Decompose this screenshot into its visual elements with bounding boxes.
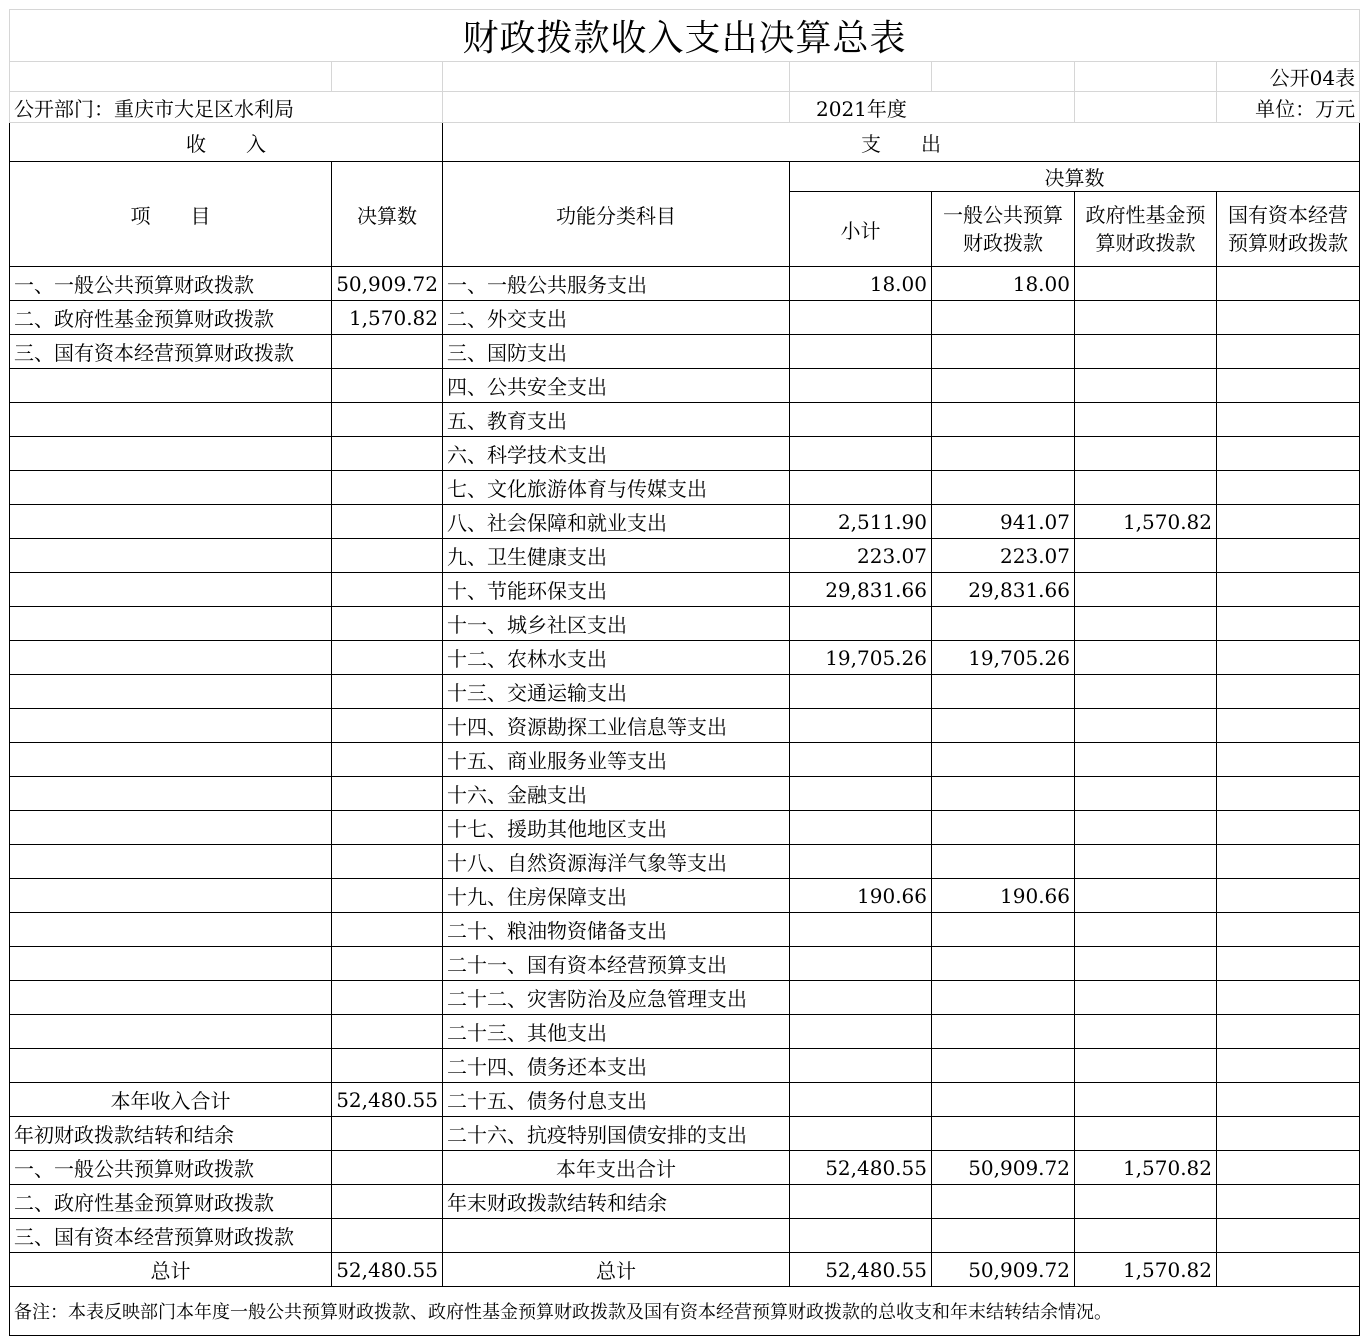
- income-amount-cell: [332, 335, 443, 369]
- expense-gov-fund-cell: [1075, 369, 1217, 403]
- income-amount-cell: [332, 573, 443, 607]
- expense-subtotal-cell: 18.00: [790, 267, 932, 301]
- expense-general-budget-cell: [932, 1219, 1075, 1253]
- income-item-cell: [10, 539, 332, 573]
- gov-fund-header: 政府性基金预算财政拨款: [1075, 192, 1217, 267]
- expense-gov-fund-cell: [1075, 811, 1217, 845]
- unit-label: 单位：万元: [1217, 92, 1360, 123]
- expense-item-cell: 年末财政拨款结转和结余: [443, 1185, 790, 1219]
- expense-subtotal-cell: [790, 437, 932, 471]
- expense-state-capital-cell: [1217, 505, 1360, 539]
- expense-subtotal-cell: 19,705.26: [790, 641, 932, 675]
- expense-subtotal-cell: [790, 913, 932, 947]
- income-amount-cell: 52,480.55: [332, 1253, 443, 1287]
- expense-gov-fund-cell: [1075, 403, 1217, 437]
- expense-state-capital-cell: [1217, 1015, 1360, 1049]
- expense-item-cell: 五、教育支出: [443, 403, 790, 437]
- income-amount-cell: [332, 539, 443, 573]
- income-amount-cell: [332, 607, 443, 641]
- expense-subtotal-cell: [790, 981, 932, 1015]
- expense-state-capital-cell: [1217, 539, 1360, 573]
- fiscal-year: 2021年度: [790, 92, 1075, 123]
- expense-state-capital-cell: [1217, 1049, 1360, 1083]
- income-item-cell: [10, 437, 332, 471]
- table-row: [10, 845, 1360, 879]
- income-item-cell: [10, 743, 332, 777]
- expense-subtotal-cell: [790, 1185, 932, 1219]
- income-amount-cell: [332, 403, 443, 437]
- expense-gov-fund-cell: [1075, 471, 1217, 505]
- table-row: [10, 811, 1360, 845]
- income-amount-cell: [332, 471, 443, 505]
- income-item-cell: [10, 607, 332, 641]
- expense-subtotal-cell: [790, 607, 932, 641]
- expense-subtotal-cell: [790, 845, 932, 879]
- final-accounts-sheet: [9, 9, 1359, 1336]
- table-row: [10, 641, 1360, 675]
- table-row: [10, 573, 1360, 607]
- expense-general-budget-cell: 941.07: [932, 505, 1075, 539]
- income-amount-cell: [332, 505, 443, 539]
- income-item-cell: [10, 913, 332, 947]
- expense-gov-fund-cell: [1075, 675, 1217, 709]
- income-item-cell: [10, 1015, 332, 1049]
- expense-state-capital-cell: [1217, 573, 1360, 607]
- expense-general-budget-cell: [932, 1083, 1075, 1117]
- data-rows: [10, 267, 1360, 1287]
- income-amount-cell: [332, 811, 443, 845]
- expense-gov-fund-cell: [1075, 709, 1217, 743]
- expense-subtotal-cell: [790, 1083, 932, 1117]
- expense-gov-fund-cell: 1,570.82: [1075, 1151, 1217, 1185]
- income-amount-cell: [332, 947, 443, 981]
- expense-subtotal-cell: 223.07: [790, 539, 932, 573]
- expense-general-budget-cell: [932, 811, 1075, 845]
- expense-item-cell: 一、一般公共服务支出: [443, 267, 790, 301]
- expense-subtotal-cell: [790, 709, 932, 743]
- expense-general-budget-cell: 50,909.72: [932, 1253, 1075, 1287]
- income-item-cell: [10, 641, 332, 675]
- income-item-cell: [10, 369, 332, 403]
- expense-item-cell: 本年支出合计: [443, 1151, 790, 1185]
- income-item-cell: [10, 573, 332, 607]
- expense-general-budget-cell: [932, 1117, 1075, 1151]
- expense-state-capital-cell: [1217, 777, 1360, 811]
- income-item-cell: [10, 845, 332, 879]
- expense-item-cell: 三、国防支出: [443, 335, 790, 369]
- expense-gov-fund-cell: [1075, 1185, 1217, 1219]
- expense-general-budget-cell: [932, 301, 1075, 335]
- expense-item-cell: 二十四、债务还本支出: [443, 1049, 790, 1083]
- expense-subtotal-cell: [790, 1015, 932, 1049]
- expense-general-budget-cell: [932, 913, 1075, 947]
- table-row: [10, 1151, 1360, 1185]
- income-amount-cell: [332, 709, 443, 743]
- table-row: [10, 1015, 1360, 1049]
- income-item-cell: 二、政府性基金预算财政拨款: [10, 301, 332, 335]
- expense-item-cell: 二十五、债务付息支出: [443, 1083, 790, 1117]
- expense-item-cell: 二十二、灾害防治及应急管理支出: [443, 981, 790, 1015]
- expense-state-capital-cell: [1217, 1117, 1360, 1151]
- expense-general-budget-cell: [932, 437, 1075, 471]
- table-row: [10, 947, 1360, 981]
- expense-state-capital-cell: [1217, 1083, 1360, 1117]
- table-row: [10, 1117, 1360, 1151]
- expense-item-cell: 十七、援助其他地区支出: [443, 811, 790, 845]
- expense-subtotal-cell: 2,511.90: [790, 505, 932, 539]
- expense-gov-fund-cell: [1075, 879, 1217, 913]
- expense-subtotal-cell: [790, 947, 932, 981]
- expense-general-budget-cell: 29,831.66: [932, 573, 1075, 607]
- report-title: 财政拨款收入支出决算总表: [10, 10, 1360, 62]
- expense-item-cell: 二十三、其他支出: [443, 1015, 790, 1049]
- expense-general-budget-cell: 50,909.72: [932, 1151, 1075, 1185]
- expense-gov-fund-cell: [1075, 607, 1217, 641]
- expense-state-capital-cell: [1217, 879, 1360, 913]
- function-category-header: 功能分类科目: [443, 162, 790, 267]
- expense-subtotal-cell: [790, 403, 932, 437]
- expense-item-cell: 四、公共安全支出: [443, 369, 790, 403]
- expense-state-capital-cell: [1217, 1253, 1360, 1287]
- table-row: [10, 879, 1360, 913]
- expense-item-cell: 九、卫生健康支出: [443, 539, 790, 573]
- expense-general-budget-cell: [932, 607, 1075, 641]
- expense-state-capital-cell: [1217, 675, 1360, 709]
- expense-gov-fund-cell: [1075, 777, 1217, 811]
- income-item-cell: [10, 879, 332, 913]
- table-row: [10, 267, 1360, 301]
- expense-subtotal-cell: [790, 743, 932, 777]
- expense-item-cell: 十五、商业服务业等支出: [443, 743, 790, 777]
- expense-gov-fund-cell: [1075, 1219, 1217, 1253]
- expense-subtotal-cell: [790, 811, 932, 845]
- item-header: 项 目: [10, 162, 332, 267]
- expense-general-budget-cell: [932, 675, 1075, 709]
- expense-state-capital-cell: [1217, 607, 1360, 641]
- table-row: [10, 1253, 1360, 1287]
- income-item-cell: [10, 675, 332, 709]
- income-item-cell: [10, 471, 332, 505]
- expense-item-cell: 六、科学技术支出: [443, 437, 790, 471]
- expense-general-budget-cell: [932, 1049, 1075, 1083]
- expense-subtotal-cell: 29,831.66: [790, 573, 932, 607]
- expense-subtotal-cell: 52,480.55: [790, 1151, 932, 1185]
- expense-item-cell: 七、文化旅游体育与传媒支出: [443, 471, 790, 505]
- expense-gov-fund-cell: [1075, 1083, 1217, 1117]
- income-item-cell: 三、国有资本经营预算财政拨款: [10, 1219, 332, 1253]
- expense-subtotal-cell: [790, 1219, 932, 1253]
- income-amount-cell: 1,570.82: [332, 301, 443, 335]
- table-row: [10, 539, 1360, 573]
- expense-state-capital-cell: [1217, 743, 1360, 777]
- expense-general-budget-cell: [932, 845, 1075, 879]
- expense-state-capital-cell: [1217, 641, 1360, 675]
- income-amount-cell: [332, 675, 443, 709]
- expense-gov-fund-cell: [1075, 1049, 1217, 1083]
- income-amount-cell: [332, 641, 443, 675]
- expense-state-capital-cell: [1217, 845, 1360, 879]
- expense-state-capital-cell: [1217, 947, 1360, 981]
- income-item-cell: 本年收入合计: [10, 1083, 332, 1117]
- expense-subtotal-cell: [790, 1117, 932, 1151]
- expense-item-cell: 十、节能环保支出: [443, 573, 790, 607]
- expense-gov-fund-cell: 1,570.82: [1075, 505, 1217, 539]
- expense-state-capital-cell: [1217, 301, 1360, 335]
- table-row: [10, 981, 1360, 1015]
- table-row: [10, 1185, 1360, 1219]
- expense-item-cell: 十九、住房保障支出: [443, 879, 790, 913]
- expense-gov-fund-cell: 1,570.82: [1075, 1253, 1217, 1287]
- income-amount-cell: [332, 913, 443, 947]
- expense-general-budget-cell: [932, 777, 1075, 811]
- expense-gov-fund-cell: [1075, 845, 1217, 879]
- table-row: [10, 709, 1360, 743]
- income-item-cell: [10, 1049, 332, 1083]
- income-item-cell: [10, 777, 332, 811]
- expense-gov-fund-cell: [1075, 437, 1217, 471]
- income-amount-cell: [332, 1117, 443, 1151]
- expense-subtotal-cell: [790, 471, 932, 505]
- footnote: 备注：本表反映部门本年度一般公共预算财政拨款、政府性基金预算财政拨款及国有资本经营预算财政拨款的总收支和年末结转结余情况。: [10, 1287, 1360, 1336]
- income-amount-cell: [332, 1151, 443, 1185]
- expense-subtotal-cell: [790, 369, 932, 403]
- general-budget-header: 一般公共预算财政拨款: [932, 192, 1075, 267]
- expense-general-budget-cell: [932, 981, 1075, 1015]
- expense-general-budget-cell: [932, 947, 1075, 981]
- table-row: [10, 301, 1360, 335]
- income-item-cell: 三、国有资本经营预算财政拨款: [10, 335, 332, 369]
- income-item-cell: 一、一般公共预算财政拨款: [10, 267, 332, 301]
- expense-subtotal-cell: 190.66: [790, 879, 932, 913]
- expense-state-capital-cell: [1217, 811, 1360, 845]
- table-row: [10, 403, 1360, 437]
- income-item-cell: [10, 709, 332, 743]
- expense-state-capital-cell: [1217, 1151, 1360, 1185]
- expense-gov-fund-cell: [1075, 743, 1217, 777]
- income-item-cell: 总计: [10, 1253, 332, 1287]
- department-label: 公开部门：重庆市大足区水利局: [10, 92, 443, 123]
- expense-state-capital-cell: [1217, 437, 1360, 471]
- expense-item-cell: 二十一、国有资本经营预算支出: [443, 947, 790, 981]
- table-row: [10, 1049, 1360, 1083]
- expense-general-budget-cell: 19,705.26: [932, 641, 1075, 675]
- expense-state-capital-cell: [1217, 403, 1360, 437]
- income-header: 收 入: [10, 123, 443, 162]
- expense-subtotal-cell: [790, 1049, 932, 1083]
- expense-item-cell: 十八、自然资源海洋气象等支出: [443, 845, 790, 879]
- expense-state-capital-cell: [1217, 369, 1360, 403]
- expense-state-capital-cell: [1217, 913, 1360, 947]
- expense-state-capital-cell: [1217, 981, 1360, 1015]
- expense-gov-fund-cell: [1075, 301, 1217, 335]
- income-amount-cell: [332, 1185, 443, 1219]
- expense-general-budget-cell: 190.66: [932, 879, 1075, 913]
- expense-item-cell: 十四、资源勘探工业信息等支出: [443, 709, 790, 743]
- table-row: [10, 913, 1360, 947]
- expense-gov-fund-cell: [1075, 1015, 1217, 1049]
- income-amount-cell: [332, 1219, 443, 1253]
- income-item-cell: 年初财政拨款结转和结余: [10, 1117, 332, 1151]
- expense-item-cell: [443, 1219, 790, 1253]
- expense-item-cell: 二十六、抗疫特别国债安排的支出: [443, 1117, 790, 1151]
- income-item-cell: 一、一般公共预算财政拨款: [10, 1151, 332, 1185]
- form-code: 公开04表: [1217, 62, 1360, 92]
- income-item-cell: 二、政府性基金预算财政拨款: [10, 1185, 332, 1219]
- table-row: [10, 505, 1360, 539]
- expense-subtotal-cell: [790, 675, 932, 709]
- income-item-cell: [10, 811, 332, 845]
- income-amount-cell: [332, 845, 443, 879]
- expense-item-cell: 十二、农林水支出: [443, 641, 790, 675]
- expense-gov-fund-cell: [1075, 267, 1217, 301]
- income-amount-cell: [332, 1049, 443, 1083]
- expense-item-cell: 八、社会保障和就业支出: [443, 505, 790, 539]
- expense-general-budget-cell: [932, 335, 1075, 369]
- expense-item-cell: 总计: [443, 1253, 790, 1287]
- table-row: [10, 675, 1360, 709]
- expense-subtotal-cell: [790, 301, 932, 335]
- expense-general-budget-cell: [932, 403, 1075, 437]
- expense-general-budget-cell: [932, 709, 1075, 743]
- income-amount-cell: [332, 777, 443, 811]
- state-capital-header: 国有资本经营预算财政拨款: [1217, 192, 1360, 267]
- income-amount-cell: [332, 981, 443, 1015]
- expense-item-cell: 十一、城乡社区支出: [443, 607, 790, 641]
- expense-gov-fund-cell: [1075, 641, 1217, 675]
- expense-gov-fund-cell: [1075, 1117, 1217, 1151]
- expense-header: 支 出: [443, 123, 1360, 162]
- expense-gov-fund-cell: [1075, 981, 1217, 1015]
- expense-subtotal-cell: [790, 777, 932, 811]
- subtotal-header: 小计: [790, 192, 932, 267]
- final-amount-group-header: 决算数: [790, 162, 1360, 192]
- income-item-cell: [10, 505, 332, 539]
- expense-state-capital-cell: [1217, 471, 1360, 505]
- expense-general-budget-cell: [932, 743, 1075, 777]
- expense-general-budget-cell: [932, 1015, 1075, 1049]
- income-amount-cell: [332, 1015, 443, 1049]
- table-row: [10, 335, 1360, 369]
- income-amount-cell: 50,909.72: [332, 267, 443, 301]
- income-amount-header: 决算数: [332, 162, 443, 267]
- income-item-cell: [10, 981, 332, 1015]
- expense-gov-fund-cell: [1075, 335, 1217, 369]
- expense-item-cell: 二十、粮油物资储备支出: [443, 913, 790, 947]
- table-row: [10, 607, 1360, 641]
- income-amount-cell: [332, 743, 443, 777]
- expense-general-budget-cell: 223.07: [932, 539, 1075, 573]
- expense-state-capital-cell: [1217, 1219, 1360, 1253]
- expense-state-capital-cell: [1217, 267, 1360, 301]
- table-row: [10, 777, 1360, 811]
- expense-item-cell: 十三、交通运输支出: [443, 675, 790, 709]
- expense-state-capital-cell: [1217, 335, 1360, 369]
- expense-gov-fund-cell: [1075, 913, 1217, 947]
- expense-general-budget-cell: [932, 471, 1075, 505]
- expense-gov-fund-cell: [1075, 573, 1217, 607]
- expense-gov-fund-cell: [1075, 947, 1217, 981]
- income-amount-cell: [332, 437, 443, 471]
- expense-state-capital-cell: [1217, 709, 1360, 743]
- income-amount-cell: 52,480.55: [332, 1083, 443, 1117]
- expense-item-cell: 二、外交支出: [443, 301, 790, 335]
- report-table: [9, 9, 1360, 1336]
- table-row: [10, 369, 1360, 403]
- income-amount-cell: [332, 369, 443, 403]
- table-row: [10, 1219, 1360, 1253]
- expense-subtotal-cell: 52,480.55: [790, 1253, 932, 1287]
- expense-general-budget-cell: [932, 1185, 1075, 1219]
- expense-state-capital-cell: [1217, 1185, 1360, 1219]
- table-row: [10, 437, 1360, 471]
- income-amount-cell: [332, 879, 443, 913]
- table-row: [10, 1083, 1360, 1117]
- expense-gov-fund-cell: [1075, 539, 1217, 573]
- income-item-cell: [10, 403, 332, 437]
- expense-general-budget-cell: [932, 369, 1075, 403]
- table-row: [10, 471, 1360, 505]
- expense-general-budget-cell: 18.00: [932, 267, 1075, 301]
- income-item-cell: [10, 947, 332, 981]
- expense-subtotal-cell: [790, 335, 932, 369]
- table-row: [10, 743, 1360, 777]
- expense-item-cell: 十六、金融支出: [443, 777, 790, 811]
